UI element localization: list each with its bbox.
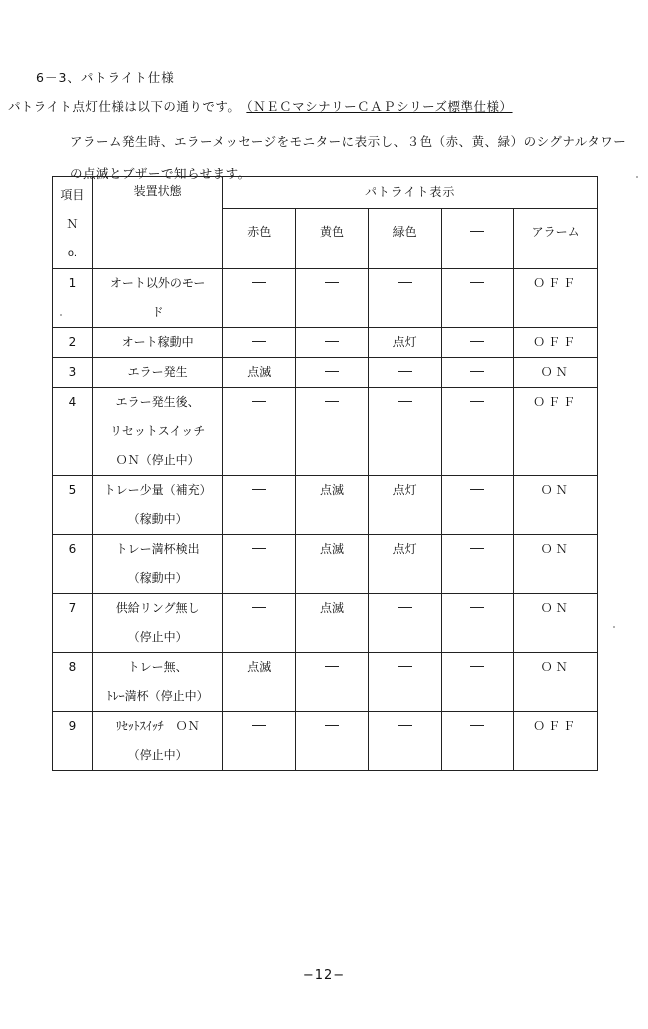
dash-mark	[398, 371, 412, 372]
spec-intro-line	[8, 97, 513, 115]
row-yellow	[296, 476, 369, 535]
alarm-value: ＯＦＦ	[533, 395, 579, 409]
alarm-value: ＯＮ	[540, 365, 571, 379]
dash-mark	[252, 489, 266, 490]
row-alarm	[514, 269, 598, 328]
dash-mark	[325, 282, 339, 283]
row-extra	[441, 269, 514, 328]
row-no-value: 3	[68, 365, 77, 379]
dash-mark	[325, 725, 339, 726]
state-line: トレー少量（補充）	[103, 483, 212, 497]
row-no-value: 7	[68, 601, 77, 615]
header-red: 赤色	[223, 209, 296, 269]
row-state	[92, 358, 223, 388]
row-state	[92, 328, 223, 358]
state-line: エラー発生後、	[115, 395, 200, 409]
red-value: 点滅	[247, 365, 272, 379]
header-device-state: 装置状態	[92, 177, 223, 269]
red-value: 点滅	[247, 660, 272, 674]
state-line: トレー満杯検出	[115, 542, 200, 556]
row-red	[223, 328, 296, 358]
table-row	[53, 535, 598, 594]
table-row	[53, 269, 598, 328]
row-green	[368, 712, 441, 771]
page-number: −12−	[302, 968, 346, 983]
dash-mark	[252, 401, 266, 402]
row-red	[223, 535, 296, 594]
row-extra	[441, 358, 514, 388]
dash-mark	[470, 725, 484, 726]
dash-mark	[325, 401, 339, 402]
row-no	[53, 358, 93, 388]
row-no	[53, 594, 93, 653]
table-row	[53, 653, 598, 712]
dash-mark	[325, 371, 339, 372]
state-line: （稼動中）	[127, 571, 188, 585]
header-item-no-lines	[53, 181, 92, 268]
dash-mark	[325, 666, 339, 667]
row-green	[368, 594, 441, 653]
alarm-value: ＯＮ	[540, 660, 571, 674]
dash-mark	[470, 548, 484, 549]
row-no-value: 8	[68, 660, 77, 674]
header-item-no-line: 項目	[60, 188, 85, 202]
row-state	[92, 388, 223, 476]
row-green	[368, 476, 441, 535]
scan-speck	[636, 176, 638, 178]
table-row	[53, 328, 598, 358]
header-patlite-display: パトライト表示	[223, 177, 598, 209]
row-yellow	[296, 653, 369, 712]
row-green	[368, 269, 441, 328]
scan-speck	[613, 626, 615, 628]
yellow-value: 点滅	[319, 483, 344, 497]
state-line: （停止中）	[127, 748, 188, 762]
table-row	[53, 476, 598, 535]
row-yellow	[296, 712, 369, 771]
state-line: （稼動中）	[127, 512, 188, 526]
row-extra	[441, 594, 514, 653]
row-no	[53, 653, 93, 712]
row-green	[368, 328, 441, 358]
dash-mark	[470, 401, 484, 402]
row-alarm	[514, 712, 598, 771]
header-item-no	[53, 177, 93, 269]
dash-mark	[252, 725, 266, 726]
section-title: 6－3、パトライト仕様	[36, 70, 175, 85]
dash-mark	[470, 341, 484, 342]
row-extra	[441, 712, 514, 771]
yellow-value: 点滅	[319, 542, 344, 556]
dash-mark	[398, 666, 412, 667]
row-green	[368, 388, 441, 476]
dash-mark	[398, 607, 412, 608]
description-line-1: アラーム発生時、エラーメッセージをモニターに表示し、３色（赤、黄、緑）のシグナルタワー	[70, 134, 627, 149]
row-green	[368, 535, 441, 594]
row-alarm	[514, 328, 598, 358]
dash-mark	[398, 725, 412, 726]
header-green: 緑色	[368, 209, 441, 269]
dash-mark	[470, 489, 484, 490]
row-no-value: 6	[68, 542, 77, 556]
dash-mark	[252, 341, 266, 342]
row-state	[92, 476, 223, 535]
alarm-value: ＯＦＦ	[533, 719, 579, 733]
row-extra	[441, 653, 514, 712]
state-line: （停止中）	[127, 630, 188, 644]
row-red	[223, 269, 296, 328]
row-no	[53, 476, 93, 535]
dash-mark	[252, 282, 266, 283]
green-value: 点灯	[392, 483, 417, 497]
row-no-value: 4	[68, 395, 77, 409]
row-alarm	[514, 358, 598, 388]
row-extra	[441, 476, 514, 535]
state-line: トレー無、	[127, 660, 188, 674]
row-state	[92, 712, 223, 771]
row-no-value: 5	[68, 483, 77, 497]
dash-mark	[398, 282, 412, 283]
row-yellow	[296, 388, 369, 476]
row-extra	[441, 328, 514, 358]
state-line: ド	[151, 305, 164, 319]
dash-mark	[470, 231, 484, 232]
row-yellow	[296, 535, 369, 594]
row-no-value: 2	[68, 335, 77, 349]
state-line: エラー発生	[127, 365, 188, 379]
alarm-value: ＯＮ	[540, 542, 571, 556]
state-line: ﾄﾚｰ満杯（停止中）	[106, 689, 209, 703]
dash-mark	[252, 548, 266, 549]
header-item-no-line: o.	[67, 248, 77, 259]
table-row	[53, 712, 598, 771]
table-row	[53, 388, 598, 476]
table-row	[53, 358, 598, 388]
row-green	[368, 358, 441, 388]
state-line: オート以外のモー	[109, 276, 206, 290]
dash-mark	[470, 282, 484, 283]
yellow-value: 点滅	[319, 601, 344, 615]
row-no	[53, 712, 93, 771]
alarm-value: ＯＦＦ	[533, 276, 579, 290]
row-state	[92, 535, 223, 594]
row-no-value: 9	[68, 719, 77, 733]
row-no	[53, 388, 93, 476]
row-red	[223, 358, 296, 388]
row-yellow	[296, 269, 369, 328]
alarm-value: ＯＮ	[540, 483, 571, 497]
spec-intro: パトライト点灯仕様は以下の通りです。	[8, 99, 241, 114]
dash-mark	[470, 666, 484, 667]
patlite-spec-table	[52, 176, 598, 771]
row-red	[223, 712, 296, 771]
green-value: 点灯	[392, 542, 417, 556]
alarm-value: ＯＮ	[540, 601, 571, 615]
row-no	[53, 328, 93, 358]
green-value: 点灯	[392, 335, 417, 349]
row-extra	[441, 535, 514, 594]
scan-speck	[60, 314, 62, 316]
dash-mark	[252, 607, 266, 608]
row-state	[92, 594, 223, 653]
row-alarm	[514, 388, 598, 476]
header-alarm: アラーム	[514, 209, 598, 269]
row-red	[223, 388, 296, 476]
alarm-value: ＯＦＦ	[533, 335, 579, 349]
row-yellow	[296, 594, 369, 653]
table-row	[53, 594, 598, 653]
row-no-value: 1	[68, 276, 77, 290]
row-yellow	[296, 358, 369, 388]
row-green	[368, 653, 441, 712]
header-blank	[441, 209, 514, 269]
state-line: ﾘｾｯﾄｽｲｯﾁ ＯＮ	[115, 719, 200, 733]
row-yellow	[296, 328, 369, 358]
row-red	[223, 476, 296, 535]
description-line-2: の点滅とブザーで知らせます。	[70, 166, 251, 181]
state-line: 供給リング無し	[115, 601, 200, 615]
row-alarm	[514, 476, 598, 535]
state-line: ＯＮ（停止中）	[115, 453, 200, 467]
row-red	[223, 653, 296, 712]
row-state	[92, 269, 223, 328]
header-yellow: 黄色	[296, 209, 369, 269]
header-item-no-line: Ｎ	[66, 217, 79, 231]
dash-mark	[325, 341, 339, 342]
row-extra	[441, 388, 514, 476]
dash-mark	[398, 401, 412, 402]
row-state	[92, 653, 223, 712]
row-alarm	[514, 535, 598, 594]
dash-mark	[470, 607, 484, 608]
row-red	[223, 594, 296, 653]
state-line: リセットスイッチ	[109, 424, 206, 438]
dash-mark	[470, 371, 484, 372]
row-no	[53, 535, 93, 594]
row-alarm	[514, 594, 598, 653]
state-line: オート稼動中	[121, 335, 194, 349]
row-alarm	[514, 653, 598, 712]
row-no	[53, 269, 93, 328]
spec-note: （ＮＥＣマシナリーＣＡＰシリーズ標準仕様）	[246, 99, 513, 114]
